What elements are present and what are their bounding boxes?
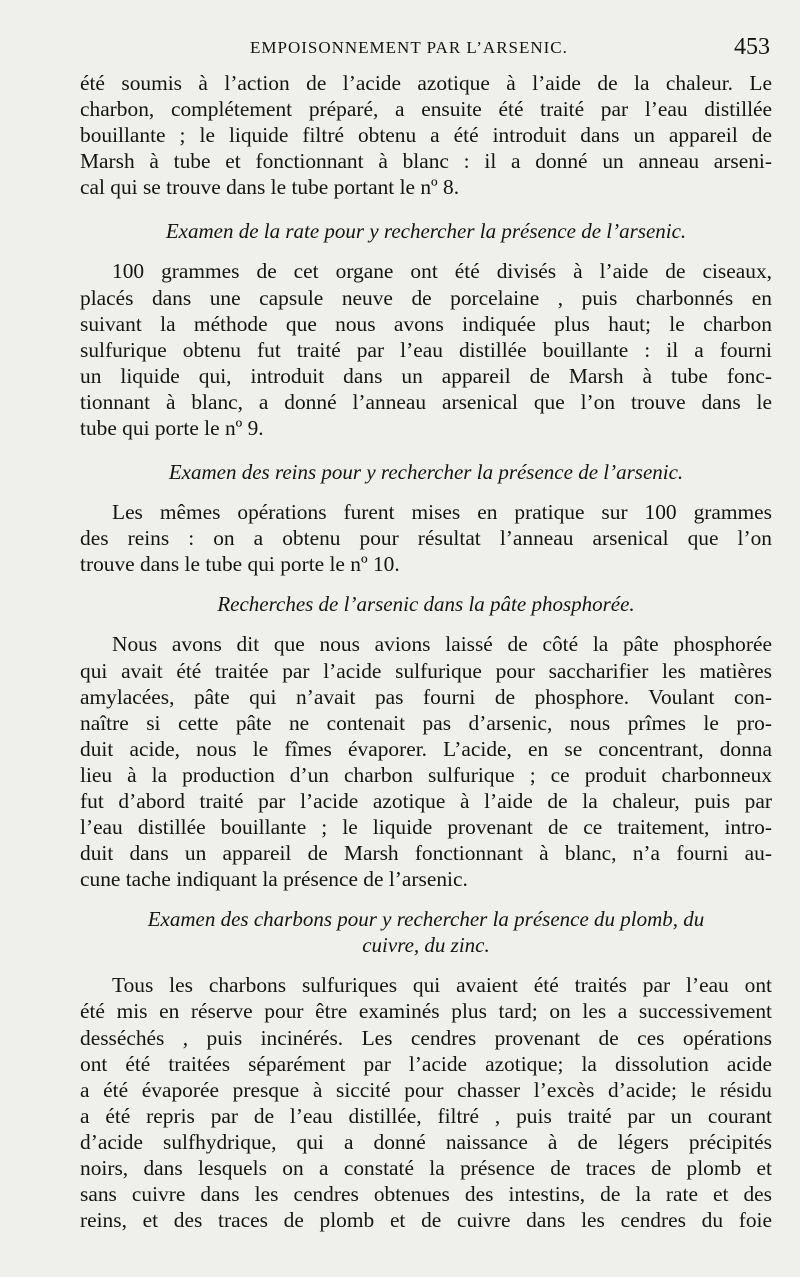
- text-line: tionnant à blanc, a donné l’anneau arsenical que l’on trouve dans le: [80, 389, 772, 414]
- text-line: 100 grammes de cet organe ont été divisés à l’aide de ciseaux,: [112, 259, 772, 284]
- text-line: reins, et des traces de plomb et de cuivre dans les cendres du foie: [80, 1208, 772, 1233]
- paragraph-reins: [80, 499, 772, 577]
- heading-line: Recherches de l’arsenic dans la pâte phosphorée.: [217, 592, 635, 617]
- text-line: Les mêmes opérations furent mises en pratique sur 100 grammes: [112, 500, 772, 525]
- text-line: trouve dans le tube qui porte le nº 10.: [80, 552, 400, 577]
- section-heading-rate: [80, 218, 772, 244]
- text-line: lieu à la production d’un charbon sulfurique ; ce produit charbonneux: [80, 762, 772, 787]
- text-line: qui avait été traitée par l’acide sulfurique pour saccharifier les matières: [80, 658, 772, 683]
- text-line: fut d’abord traité par l’acide azotique à l’aide de la chaleur, puis par: [80, 788, 772, 813]
- text-line: a été repris par de l’eau distillée, filtré , puis traité par un courant: [80, 1103, 772, 1128]
- text-line: duit acide, nous le fîmes évaporer. L’acide, en se concentrant, donna: [80, 736, 772, 761]
- text-line: naître si cette pâte ne contenait pas d’arsenic, nous prîmes le pro-: [80, 710, 772, 735]
- text-line: bouillante ; le liquide filtré obtenu a été introduit dans un appareil de: [80, 123, 772, 148]
- heading-line: Examen des reins pour y rechercher la présence de l’arsenic.: [168, 460, 684, 485]
- section-heading-charbons: [80, 906, 772, 958]
- text-line: un liquide qui, introduit dans un appareil de Marsh à tube fonc-: [80, 363, 772, 388]
- paragraph-pate: [80, 631, 772, 892]
- running-title: EMPOISONNEMENT PAR L’ARSENIC.: [250, 38, 568, 57]
- paragraph-charbons: [80, 972, 772, 1233]
- text-line: ont été traitées séparément par l’acide azotique; la dissolution acide: [80, 1051, 772, 1076]
- text-line: cal qui se trouve dans le tube portant le nº 8.: [80, 175, 460, 200]
- text-line: amylacées, pâte qui n’avait pas fourni de phosphore. Voulant con-: [80, 684, 772, 709]
- text-line: des reins : on a obtenu pour résultat l’anneau arsenical que l’on: [80, 526, 772, 551]
- page-number: 453: [734, 34, 770, 60]
- text-line: cune tache indiquant la présence de l’arsenic.: [80, 867, 468, 892]
- text-line: duit dans un appareil de Marsh fonctionnant à blanc, n’a fourni au-: [80, 841, 772, 866]
- text-line: tube qui porte le nº 9.: [80, 416, 264, 441]
- text-line: desséchés , puis incinérés. Les cendres provenant de ces opérations: [80, 1025, 772, 1050]
- heading-line: cuivre, du zinc.: [362, 933, 490, 958]
- text-line: Marsh à tube et fonctionnant à blanc : il a donné un anneau arseni-: [80, 149, 772, 174]
- text-line: a été évaporée presque à siccité pour chasser l’excès d’acide; le résidu: [80, 1077, 772, 1102]
- text-line: été mis en réserve pour être examinés plus tard; on les a successivement: [80, 999, 772, 1024]
- text-line: noirs, dans lesquels on a constaté la présence de traces de plomb et: [80, 1156, 772, 1180]
- section-heading-pate: [80, 591, 772, 617]
- text-line: l’eau distillée bouillante ; le liquide provenant de ce traitement, intro-: [80, 815, 772, 840]
- text-line: sulfurique obtenu fut traité par l’eau distillée bouillante : il a fourni: [80, 337, 772, 362]
- running-head: [80, 32, 772, 70]
- text-line: Nous avons dit que nous avions laissé de côté la pâte phosphorée: [112, 632, 772, 657]
- paragraph-rate: [80, 258, 772, 441]
- text-line: sans cuivre dans les cendres obtenues des intestins, de la rate et des: [80, 1182, 772, 1207]
- text-line: placés dans une capsule neuve de porcelaine , puis charbonnés en: [80, 285, 772, 310]
- section-heading-reins: [80, 459, 772, 485]
- text-line: été soumis à l’action de l’acide azotique à l’aide de la chaleur. Le: [80, 71, 772, 95]
- text-line: d’acide sulfhydrique, qui a donné naissance à de légers précipités: [80, 1129, 772, 1154]
- heading-line: Examen des charbons pour y rechercher la présence du plomb, du: [147, 907, 705, 932]
- text-line: Tous les charbons sulfuriques qui avaient été traités par l’eau ont: [112, 973, 772, 998]
- text-line: suivant la méthode que nous avons indiquée plus haut; le charbon: [80, 311, 772, 336]
- heading-line: Examen de la rate pour y rechercher la présence de l’arsenic.: [165, 219, 687, 244]
- paragraph-continuation: [80, 70, 772, 200]
- text-line: charbon, complétement préparé, a ensuite été traité par l’eau distillée: [80, 97, 772, 122]
